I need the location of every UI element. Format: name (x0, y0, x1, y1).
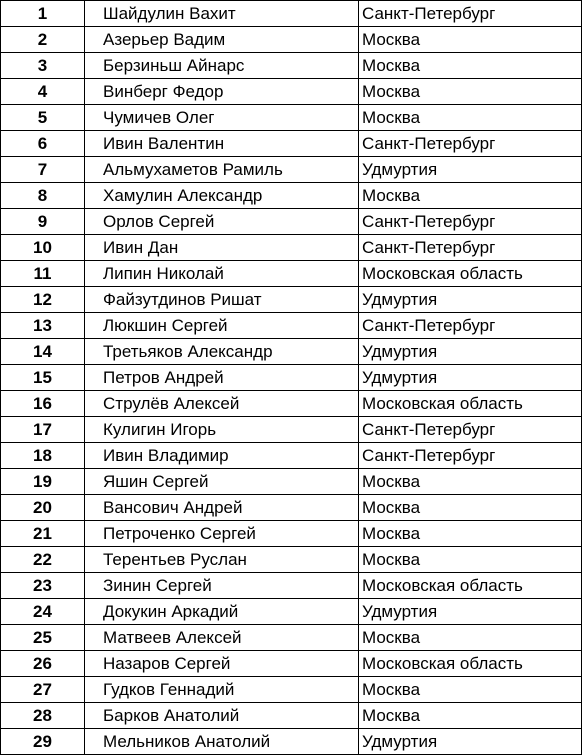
table-row (1, 53, 582, 79)
table-row (1, 469, 582, 495)
participants-table-body (1, 1, 582, 755)
participant-region: Московская область (359, 573, 582, 599)
participant-region: Удмуртия (359, 287, 582, 313)
row-number: 22 (1, 547, 85, 573)
row-number: 7 (1, 157, 85, 183)
participant-region: Москва (359, 27, 582, 53)
row-number: 6 (1, 131, 85, 157)
participant-name: Берзиньш Айнарс (85, 53, 359, 79)
participant-name: Петров Андрей (85, 365, 359, 391)
row-number: 28 (1, 703, 85, 729)
table-row (1, 729, 582, 755)
participant-name: Назаров Сергей (85, 651, 359, 677)
participant-region: Москва (359, 79, 582, 105)
table-row (1, 209, 582, 235)
participant-name: Гудков Геннадий (85, 677, 359, 703)
table-row (1, 365, 582, 391)
participant-region: Санкт-Петербург (359, 417, 582, 443)
table-row (1, 261, 582, 287)
participant-region: Удмуртия (359, 365, 582, 391)
table-row (1, 521, 582, 547)
participant-region: Санкт-Петербург (359, 1, 582, 27)
participant-name: Альмухаметов Рамиль (85, 157, 359, 183)
table-row (1, 703, 582, 729)
row-number: 9 (1, 209, 85, 235)
participant-region: Удмуртия (359, 157, 582, 183)
row-number: 10 (1, 235, 85, 261)
participant-region: Московская область (359, 391, 582, 417)
row-number: 13 (1, 313, 85, 339)
table-row (1, 547, 582, 573)
table-row (1, 417, 582, 443)
participant-name: Докукин Аркадий (85, 599, 359, 625)
table-row (1, 79, 582, 105)
table-row (1, 313, 582, 339)
participant-region: Московская область (359, 261, 582, 287)
participant-region: Москва (359, 677, 582, 703)
participant-region: Москва (359, 183, 582, 209)
row-number: 16 (1, 391, 85, 417)
table-row (1, 599, 582, 625)
row-number: 23 (1, 573, 85, 599)
table-row (1, 157, 582, 183)
participant-region: Москва (359, 53, 582, 79)
participant-name: Третьяков Александр (85, 339, 359, 365)
participant-name: Кулигин Игорь (85, 417, 359, 443)
table-row (1, 287, 582, 313)
row-number: 19 (1, 469, 85, 495)
participant-name: Зинин Сергей (85, 573, 359, 599)
table-row (1, 1, 582, 27)
participant-name: Винберг Федор (85, 79, 359, 105)
row-number: 14 (1, 339, 85, 365)
row-number: 20 (1, 495, 85, 521)
row-number: 25 (1, 625, 85, 651)
table-row (1, 105, 582, 131)
participant-region: Санкт-Петербург (359, 235, 582, 261)
row-number: 18 (1, 443, 85, 469)
participant-name: Шайдулин Вахит (85, 1, 359, 27)
participant-name: Матвеев Алексей (85, 625, 359, 651)
participant-region: Удмуртия (359, 729, 582, 755)
table-row (1, 495, 582, 521)
table-row (1, 183, 582, 209)
participant-region: Удмуртия (359, 599, 582, 625)
row-number: 5 (1, 105, 85, 131)
row-number: 24 (1, 599, 85, 625)
participant-region: Санкт-Петербург (359, 443, 582, 469)
participant-name: Люкшин Сергей (85, 313, 359, 339)
row-number: 4 (1, 79, 85, 105)
row-number: 29 (1, 729, 85, 755)
row-number: 2 (1, 27, 85, 53)
participant-region: Московская область (359, 651, 582, 677)
row-number: 12 (1, 287, 85, 313)
participant-name: Орлов Сергей (85, 209, 359, 235)
participant-region: Москва (359, 703, 582, 729)
participant-name: Ивин Владимир (85, 443, 359, 469)
participant-region: Санкт-Петербург (359, 313, 582, 339)
participant-name: Петроченко Сергей (85, 521, 359, 547)
table-row (1, 339, 582, 365)
participant-region: Москва (359, 547, 582, 573)
table-row (1, 27, 582, 53)
row-number: 26 (1, 651, 85, 677)
row-number: 3 (1, 53, 85, 79)
participant-name: Ивин Дан (85, 235, 359, 261)
row-number: 1 (1, 1, 85, 27)
participant-name: Хамулин Александр (85, 183, 359, 209)
participant-name: Вансович Андрей (85, 495, 359, 521)
participant-name: Барков Анатолий (85, 703, 359, 729)
table-row (1, 677, 582, 703)
table-row (1, 625, 582, 651)
participant-name: Яшин Сергей (85, 469, 359, 495)
row-number: 21 (1, 521, 85, 547)
table-row (1, 235, 582, 261)
participant-name: Файзутдинов Ришат (85, 287, 359, 313)
table-row (1, 131, 582, 157)
participant-name: Липин Николай (85, 261, 359, 287)
participant-region: Санкт-Петербург (359, 131, 582, 157)
participant-region: Москва (359, 625, 582, 651)
table-row (1, 443, 582, 469)
participant-region: Москва (359, 469, 582, 495)
row-number: 17 (1, 417, 85, 443)
participant-region: Санкт-Петербург (359, 209, 582, 235)
participant-region: Удмуртия (359, 339, 582, 365)
row-number: 8 (1, 183, 85, 209)
table-row (1, 391, 582, 417)
participant-name: Чумичев Олег (85, 105, 359, 131)
table-row (1, 573, 582, 599)
participant-region: Москва (359, 105, 582, 131)
participant-region: Москва (359, 521, 582, 547)
participant-name: Азерьер Вадим (85, 27, 359, 53)
row-number: 11 (1, 261, 85, 287)
table-row (1, 651, 582, 677)
participant-name: Терентьев Руслан (85, 547, 359, 573)
row-number: 27 (1, 677, 85, 703)
row-number: 15 (1, 365, 85, 391)
participant-name: Ивин Валентин (85, 131, 359, 157)
participant-name: Струлёв Алексей (85, 391, 359, 417)
participant-region: Москва (359, 495, 582, 521)
participant-name: Мельников Анатолий (85, 729, 359, 755)
